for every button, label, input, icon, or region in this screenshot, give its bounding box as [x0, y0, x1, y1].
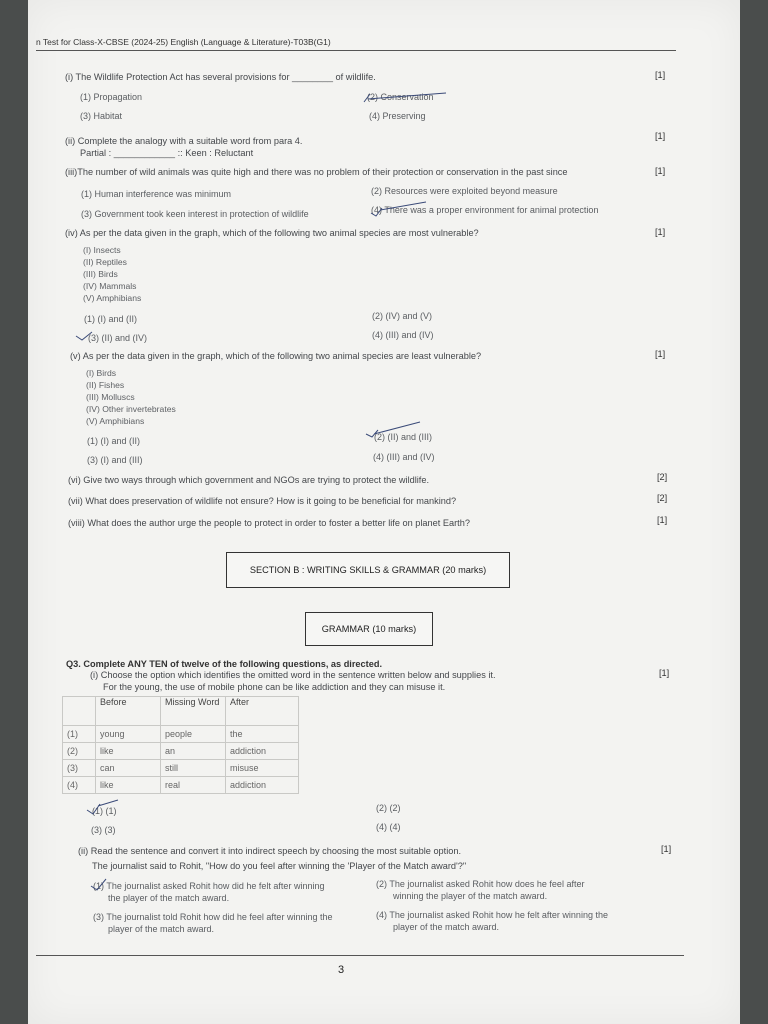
question-3-i-option-2: (2) (2) [376, 803, 401, 813]
question-viii-stem: (viii) What does the author urge the people to protect in order to foster a better life on planet Earth? [68, 518, 470, 528]
question-iv-list-item: (II) Reptiles [83, 257, 127, 267]
question-vi-mark: [2] [657, 472, 668, 482]
table-cell: like [96, 777, 161, 794]
question-3-ii-option-1-cont: the player of the match award. [108, 893, 230, 903]
question-viii-mark: [1] [657, 515, 668, 525]
question-3-ii-option-4: (4) The journalist asked Rohit how he felt after winning the [376, 910, 608, 920]
question-v-list-item: (IV) Other invertebrates [86, 404, 176, 414]
table-header-cell [63, 697, 96, 726]
table-cell: people [161, 726, 226, 743]
grammar-heading-text: GRAMMAR (10 marks) [321, 624, 417, 634]
question-vii-stem: (vii) What does preservation of wildlife not ensure? How is it going to be beneficial for mankind? [68, 496, 457, 506]
question-v-option-4: (4) (III) and (IV) [373, 452, 435, 462]
pen-tick-mark [74, 328, 104, 344]
section-b-heading-text: SECTION B : WRITING SKILLS & GRAMMAR (20 marks) [249, 565, 487, 575]
table-cell: can [96, 760, 161, 777]
question-v-list-item: (III) Molluscs [86, 392, 135, 402]
table-cell: (2) [63, 743, 96, 760]
page-number: 3 [338, 964, 345, 976]
question-iii-option-2: (2) Resources were exploited beyond measure [371, 186, 558, 196]
question-3-ii-option-2: (2) The journalist asked Rohit how does he feel after [376, 879, 585, 889]
question-vi-stem: (vi) Give two ways through which government and NGOs are trying to protect the wildlife. [68, 475, 430, 485]
question-iv-list-item: (V) Amphibians [83, 293, 142, 303]
question-3-ii-stem: (ii) Read the sentence and convert it into indirect speech by choosing the most suitable option. [78, 846, 462, 856]
question-iv-stem: (iv) As per the data given in the graph, which of the following two animal species are most vulnerable? [65, 228, 479, 238]
question-i-option-3: (3) Habitat [80, 111, 123, 121]
question-3-ii-option-3-cont: player of the match award. [108, 924, 215, 934]
question-3-ii-option-4-cont: player of the match award. [393, 922, 500, 932]
table-cell: (3) [63, 760, 96, 777]
question-iv-option-2: (2) (IV) and (V) [372, 311, 433, 321]
question-v-option-2: (2) (II) and (III) [374, 432, 433, 442]
question-3-i-option-3: (3) (3) [91, 825, 116, 835]
grammar-heading [305, 612, 433, 646]
question-iv-option-4: (4) (III) and (IV) [372, 330, 434, 340]
question-3-i-option-1: (1) (1) [92, 806, 117, 816]
question-v-mark: [1] [655, 349, 666, 359]
question-3-i-option-4: (4) (4) [376, 822, 401, 832]
table-cell: addiction [226, 777, 299, 794]
table-row [63, 726, 299, 743]
question-ii-mark: [1] [655, 131, 666, 141]
table-cell: (1) [63, 726, 96, 743]
question-3-ii-mark: [1] [661, 844, 672, 854]
question-iv-list-item: (I) Insects [83, 245, 121, 255]
table-header-cell: After [226, 697, 299, 726]
pen-tick-mark [364, 420, 424, 442]
question-v-list-item: (I) Birds [86, 368, 117, 378]
question-3-ii-option-1: (1) The journalist asked Rohit how did he felt after winning [93, 881, 325, 891]
table-header-cell: Before [96, 697, 161, 726]
pen-tick-mark [88, 876, 118, 894]
question-iii-option-1: (1) Human interference was minimum [81, 189, 232, 199]
table-cell: addiction [226, 743, 299, 760]
question-i-option-2: (2) Conservation [367, 92, 434, 102]
table-cell: young [96, 726, 161, 743]
question-iv-option-3: (3) (II) and (IV) [88, 333, 148, 343]
table-cell: an [161, 743, 226, 760]
question-3-ii-option-3: (3) The journalist told Rohit how did he feel after winning the [93, 912, 333, 922]
pen-tick-mark [368, 200, 428, 218]
question-iii-mark: [1] [655, 166, 666, 176]
table-row [63, 777, 299, 794]
question-iv-list-item: (IV) Mammals [83, 281, 137, 291]
missing-word-table [62, 696, 299, 794]
section-b-heading [226, 552, 510, 588]
question-3-i-mark: [1] [659, 668, 670, 678]
question-iii-stem: (iii)The number of wild animals was quite high and there was no problem of their protection or conservation in the past since [65, 167, 568, 177]
question-3-ii-option-2-cont: winning the player of the match award. [393, 891, 548, 901]
question-v-list-item: (V) Amphibians [86, 416, 145, 426]
question-iii-option-4: (4) There was a proper environment for animal protection [371, 205, 599, 215]
table-cell: (4) [63, 777, 96, 794]
header-divider [36, 50, 676, 51]
question-i-option-4: (4) Preserving [369, 111, 426, 121]
question-iv-mark: [1] [655, 227, 666, 237]
pen-tick-mark [362, 90, 448, 106]
table-header-row [63, 697, 299, 726]
question-3-ii-sentence: The journalist said to Rohit, "How do you feel after winning the 'Player of the Match award'?" [92, 861, 467, 871]
question-v-option-1: (1) (I) and (II) [87, 436, 141, 446]
question-i-option-1: (1) Propagation [80, 92, 143, 102]
table-row [63, 760, 299, 777]
question-i-stem: (i) The Wildlife Protection Act has several provisions for ________ of wildlife. [65, 72, 376, 82]
question-3-i-sentence: For the young, the use of mobile phone can be like addiction and they can misuse it. [103, 682, 446, 692]
table-cell: real [161, 777, 226, 794]
question-ii-analogy: Partial : ____________ :: Keen : Reluctant [80, 148, 254, 158]
question-i-mark: [1] [655, 70, 666, 80]
question-vii-mark: [2] [657, 493, 668, 503]
table-cell: still [161, 760, 226, 777]
table-cell: like [96, 743, 161, 760]
question-v-stem: (v) As per the data given in the graph, which of the following two animal species are least vulnerable? [70, 351, 482, 361]
question-v-list-item: (II) Fishes [86, 380, 125, 390]
table-cell: the [226, 726, 299, 743]
question-v-option-3: (3) (I) and (III) [87, 455, 143, 465]
question-iv-option-1: (1) (I) and (II) [84, 314, 138, 324]
table-header-cell: Missing Word [161, 697, 226, 726]
question-ii-stem: (ii) Complete the analogy with a suitable word from para 4. [65, 136, 303, 146]
question-3-title: Q3. Complete ANY TEN of twelve of the following questions, as directed. [66, 659, 382, 669]
question-iii-option-3: (3) Government took keen interest in protection of wildlife [81, 209, 309, 219]
page-header: n Test for Class-X-CBSE (2024-25) English (Language & Literature)-T03B(G1) [36, 37, 331, 47]
footer-divider [36, 955, 684, 956]
table-row [63, 743, 299, 760]
pen-tick-mark [84, 798, 120, 818]
question-3-i-stem: (i) Choose the option which identifies the omitted word in the sentence written below and supplies it. [90, 670, 496, 680]
question-iv-list-item: (III) Birds [83, 269, 118, 279]
table-cell: misuse [226, 760, 299, 777]
